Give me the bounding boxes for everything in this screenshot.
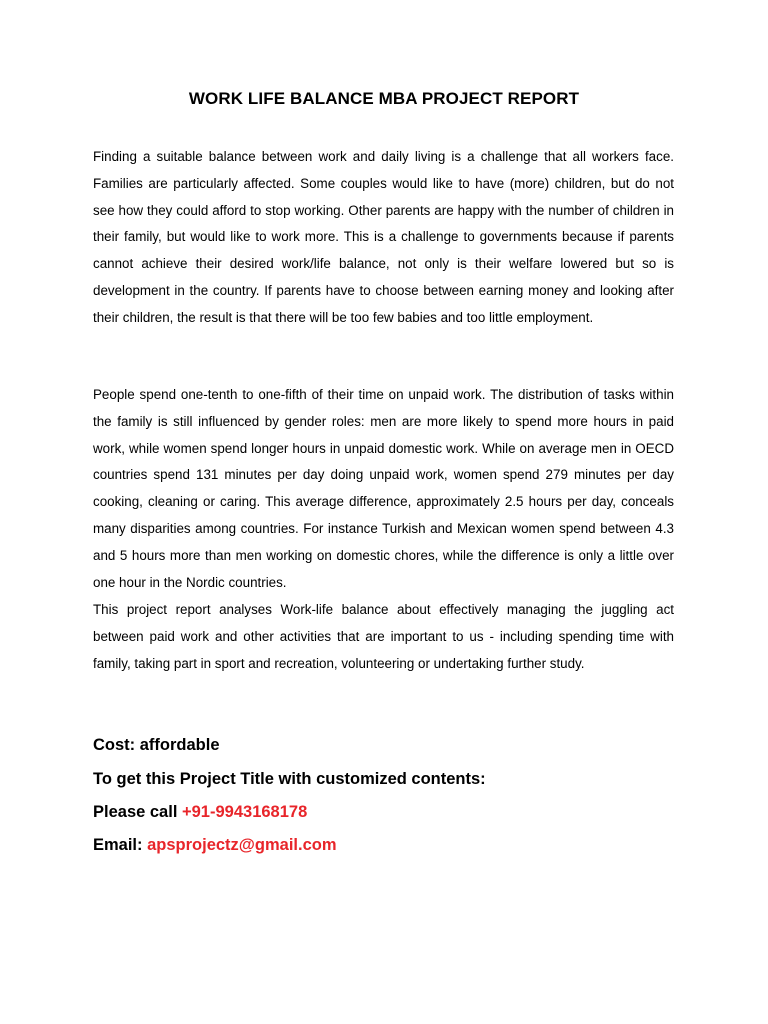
paragraph-2: People spend one-tenth to one-fifth of their time on unpaid work. The distribution of tasks within the family is still influenced by gender roles: men are more likely to spend more hours in paid work, while women spend longer hours in unpaid domestic work. While on average men in OECD countries spend 131 minutes per day doing unpaid work, women spend 279 minutes per day cooking, cleaning or caring. This average difference, approximately 2.5 hours per day, conceals many disparities among countries. For instance Turkish and Mexican women spend between 4.3 and 5 hours more than men working on domestic chores, while the difference is only a little over one hour in the Nordic countries. [93,387,674,590]
cost-line: Cost: affordable [93,736,220,754]
cta-line: To get this Project Title with customized contents: [93,770,486,788]
paragraph-3: This project report analyses Work-life balance about effectively managing the juggling act between paid work and other activities that are important to us - including spending time with family, taking part in sport and recreation, volunteering or undertaking further study. [93,602,674,671]
phone-number[interactable]: +91-9943168178 [182,803,308,821]
phone-line [93,803,307,822]
paragraph-1: Finding a suitable balance between work and daily living is a challenge that all workers face. Families are particularly affected. Some couples would like to have (more) children, but do not see how they could afford to stop working. Other parents are happy with the number of children in their family, but would like to work more. This is a challenge to governments because if parents cannot achieve their desired work/life balance, not only is their welfare lowered but so is development in the country. If parents have to choose between earning money and looking after their children, the result is that there will be too few babies and too little employment. [93,149,674,325]
email-label: Email: [93,836,148,854]
call-label: Please call [93,803,182,821]
email-address[interactable]: apsprojectz@gmail.com [147,836,337,854]
document-title: WORK LIFE BALANCE MBA PROJECT REPORT [188,89,580,108]
email-line [93,836,337,855]
